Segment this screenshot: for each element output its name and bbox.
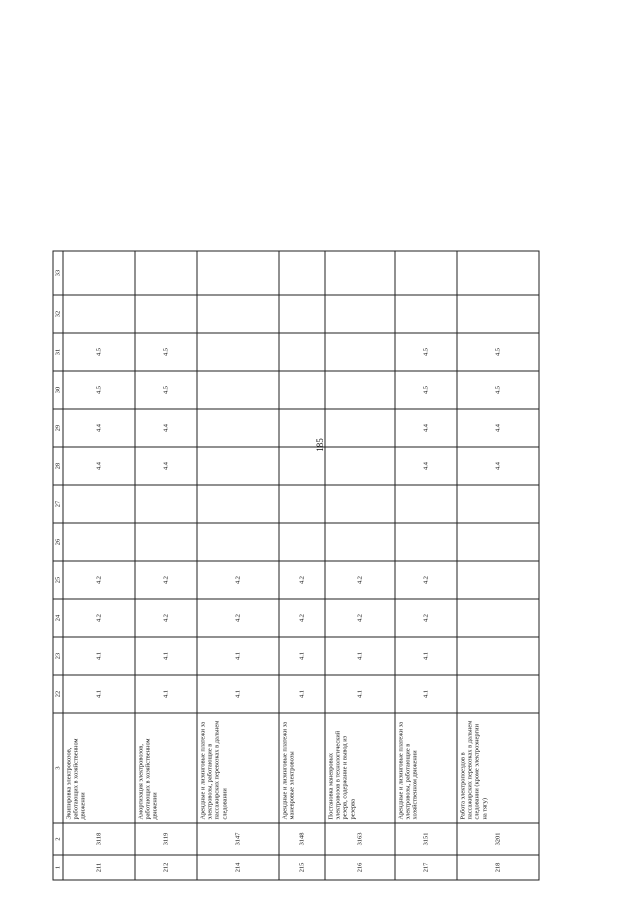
value-cell: 4.5 [457, 371, 539, 409]
value-cell: 4.4 [395, 447, 457, 485]
column-header: 31 [53, 333, 63, 371]
row-number-cell: 211 [63, 855, 135, 880]
description-cell: Работа электропоездов в пассажирских перевозках в дальнем следовании (кроме электроэнергии на тягу) [457, 713, 539, 823]
value-cell: 4.1 [63, 675, 135, 713]
value-cell: 4.5 [135, 371, 197, 409]
table-row [63, 251, 135, 880]
value-cell [279, 409, 325, 447]
value-cell [197, 409, 279, 447]
value-cell: 4.2 [279, 599, 325, 637]
column-header: 22 [53, 675, 63, 713]
table-row [457, 251, 539, 880]
value-cell [325, 295, 395, 333]
column-header: 26 [53, 523, 63, 561]
table-row [197, 251, 279, 880]
value-cell [457, 485, 539, 523]
value-cell: 4.1 [135, 675, 197, 713]
value-cell [457, 675, 539, 713]
description-cell: Постановка маневровых электровозов в технологический резерв, содержание и вывод из резерва [325, 713, 395, 823]
value-cell: 4.4 [63, 447, 135, 485]
account-code-cell: 3163 [325, 823, 395, 855]
description-cell: Амортизация электровозов, работающих в хозяйственном движении [135, 713, 197, 823]
value-cell: 4.5 [135, 333, 197, 371]
description-cell: Арендные и лизинговые платежи за маневровые электровозы [279, 713, 325, 823]
value-cell [325, 485, 395, 523]
value-cell: 4.5 [63, 333, 135, 371]
value-cell: 4.1 [63, 637, 135, 675]
column-header: 23 [53, 637, 63, 675]
row-number-cell: 216 [325, 855, 395, 880]
value-cell: 4.1 [279, 637, 325, 675]
value-cell [457, 295, 539, 333]
value-cell [395, 295, 457, 333]
value-cell [197, 333, 279, 371]
value-cell: 4.1 [197, 675, 279, 713]
value-cell: 4.5 [63, 371, 135, 409]
column-header: 30 [53, 371, 63, 409]
value-cell [279, 251, 325, 295]
column-header: 1 [53, 855, 63, 880]
value-cell: 4.5 [395, 371, 457, 409]
description-cell: Экипировка электровозов, работающих в хозяйственном движении [63, 713, 135, 823]
value-cell [325, 409, 395, 447]
value-cell: 4.4 [63, 409, 135, 447]
value-cell [279, 485, 325, 523]
description-cell: Арендные и лизинговые платежи за электровозы, работающие в хозяйственном движении [395, 713, 457, 823]
account-code-cell: 3119 [135, 823, 197, 855]
rotated-table-container [54, 245, 534, 875]
value-cell [197, 371, 279, 409]
value-cell: 4.2 [325, 599, 395, 637]
value-cell [197, 447, 279, 485]
value-cell: 4.2 [63, 599, 135, 637]
value-cell: 4.1 [197, 637, 279, 675]
value-cell: 4.2 [63, 561, 135, 599]
value-cell: 4.4 [457, 447, 539, 485]
row-number-cell: 212 [135, 855, 197, 880]
value-cell [279, 523, 325, 561]
value-cell [457, 599, 539, 637]
value-cell: 4.1 [395, 675, 457, 713]
account-code-cell: 3118 [63, 823, 135, 855]
value-cell [395, 251, 457, 295]
value-cell [197, 251, 279, 295]
value-cell [457, 251, 539, 295]
value-cell: 4.2 [197, 561, 279, 599]
value-cell [325, 333, 395, 371]
value-cell [279, 447, 325, 485]
page-number: 185 [315, 438, 325, 452]
value-cell [63, 251, 135, 295]
column-header: 27 [53, 485, 63, 523]
column-header: 33 [53, 251, 63, 295]
value-cell: 4.2 [135, 599, 197, 637]
value-cell [135, 251, 197, 295]
account-code-cell: 3147 [197, 823, 279, 855]
value-cell [325, 371, 395, 409]
table-row [325, 251, 395, 880]
value-cell [457, 561, 539, 599]
column-header: 25 [53, 561, 63, 599]
value-cell [325, 251, 395, 295]
value-cell: 4.2 [135, 561, 197, 599]
value-cell: 4.2 [325, 561, 395, 599]
value-cell: 4.4 [135, 447, 197, 485]
value-cell: 4.1 [279, 675, 325, 713]
value-cell [197, 295, 279, 333]
ledger-table [53, 251, 540, 881]
column-header: 29 [53, 409, 63, 447]
value-cell [395, 485, 457, 523]
row-number-cell: 218 [457, 855, 539, 880]
value-cell: 4.5 [395, 333, 457, 371]
column-header: 32 [53, 295, 63, 333]
value-cell [457, 523, 539, 561]
value-cell: 4.2 [279, 561, 325, 599]
value-cell: 4.4 [395, 409, 457, 447]
value-cell [63, 295, 135, 333]
value-cell [279, 295, 325, 333]
value-cell: 4.2 [395, 561, 457, 599]
value-cell [395, 523, 457, 561]
value-cell: 4.1 [135, 637, 197, 675]
value-cell [63, 523, 135, 561]
value-cell: 4.5 [457, 333, 539, 371]
value-cell [325, 447, 395, 485]
value-cell: 4.1 [395, 637, 457, 675]
value-cell [197, 523, 279, 561]
account-code-cell: 3201 [457, 823, 539, 855]
value-cell: 4.1 [325, 675, 395, 713]
account-code-cell: 3151 [395, 823, 457, 855]
row-number-cell: 217 [395, 855, 457, 880]
value-cell: 4.4 [135, 409, 197, 447]
value-cell: 4.2 [395, 599, 457, 637]
value-cell: 4.1 [325, 637, 395, 675]
table-row [279, 251, 325, 880]
value-cell [135, 485, 197, 523]
row-number-cell: 214 [197, 855, 279, 880]
value-cell [197, 485, 279, 523]
value-cell [63, 485, 135, 523]
column-header: 24 [53, 599, 63, 637]
column-header: 28 [53, 447, 63, 485]
value-cell: 4.2 [197, 599, 279, 637]
value-cell [279, 333, 325, 371]
table-row [135, 251, 197, 880]
column-header: 2 [53, 823, 63, 855]
value-cell [457, 637, 539, 675]
row-number-cell: 215 [279, 855, 325, 880]
header-row [53, 251, 63, 880]
value-cell [325, 523, 395, 561]
value-cell [279, 371, 325, 409]
table-row [395, 251, 457, 880]
account-code-cell: 3148 [279, 823, 325, 855]
column-header: 3 [53, 713, 63, 823]
value-cell: 4.4 [457, 409, 539, 447]
value-cell [135, 295, 197, 333]
description-cell: Арендные и лизинговые платежи за электровозы, работающие в пассажирских перевозках в дальнем следовании [197, 713, 279, 823]
value-cell [135, 523, 197, 561]
